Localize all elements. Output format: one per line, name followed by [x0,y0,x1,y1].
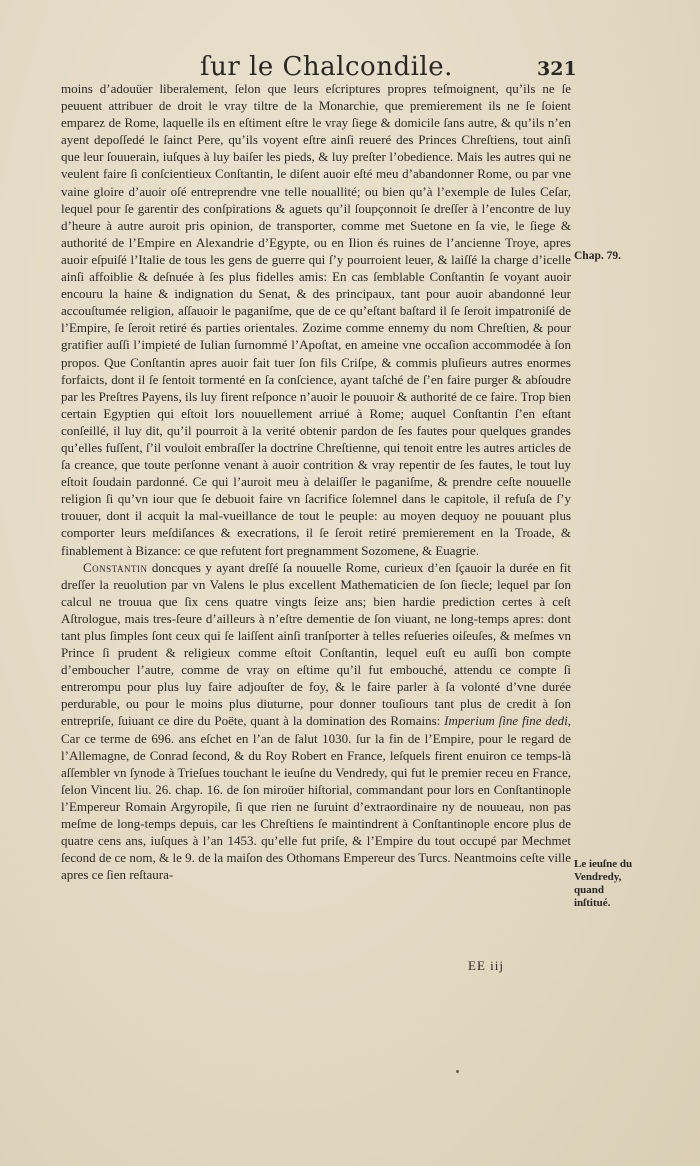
running-head: ſur le Chalcondile. [200,52,453,82]
paragraph-2-part-a: doncques y ayant dreſſé ſa nouuelle Rome, curieux d’en ſçauoir la durée en fit dreſſer la reuolution par vn Valens le plus excellent Mathematicien de ſon ſiecle; lequel par ſon calcul ne trouua que ſix cens quatre vingts ſeize ans; bien hardie prediction certes à ceſt Aſtrologue, mais tres-ſeure d’ailleurs à n’eſtre dementie de ſon viuant, ne long-temps apres: dont tant plus ſimples ſont ceux qui ſe laiſſent ainſi tranſporter à telles reſueries oiſeuſes, & meſmes vn Prince ſi prudent & religieux comme eſtoit Conſtantin, lequel euſt eu auſſi bon compte d’emboucher l’autre, comme de vray on eſtime qu’il fut embouché, attendu ce compte ſi entrerompu pour plus luy faire adjouſter de foy, & le faire parler à ſa volonté d’vne durée perdurable, ou pour le moins plus diuturne, pour donner touſiours tant plus de credit à ſon entrepriſe, ſuiuant ce dire du Poëte, quant à la domination des Romains: [61,559,571,729]
paragraph-2 [61,559,571,884]
signature-mark: EE iij [468,958,504,973]
paragraph-2-part-b: Car ce terme de 696. ans eſchet en l’an de ſalut 1030. ſur la fin de l’Empire, pour le regard de l’Allemagne, de Conrad ſecond, & du Roy Robert en France, leſquels firent enuiron ce temps-là aſſembler vn ſynode à Trieſues touchant le ieuſne du Vendredy, qui fut le premier receu en France, ſelon Vincent liu. 26. chap. 16. de ſon miroüer hiſtorial, commandant pour lors en Conſtantinople l’Empereur Romain Argyropile, ſi que rien ne ſuruint d’extraordinaire ny de nouueau, non pas meſme de long-temps depuis, car les Chreſtiens ſe maintindrent à Conſtantinople encore plus de quatre cens ans, iuſques à l’an 1453. qu’elle fut priſe, & l’Empire du tout occupé par Mechmet ſecond de ce nom, & le 9. de la maiſon des Othomans Empereur des Turcs. Neantmoins ceſte ville apres ce ſien reſtaura- [61,730,571,883]
margin-note: Le ieuſne du Vendredy, quand inſtitué. [574,858,633,909]
margin-chapter-reference: Chap. 79. [574,250,621,262]
body-text [61,80,571,883]
paragraph-2-lead: Constantin [83,559,148,575]
ink-speck [456,1070,459,1073]
latin-quotation: Imperium ſine fine dedi, [444,713,571,729]
page-number: 321 [537,58,577,80]
paragraph-1: moins d’adouüer liberalement, ſelon que leurs eſcriptures propres teſmoignent, qu’ils ne ſe peuuent attribuer de droit le vray tiltre de la Monarchie, que premierement ils ne ſe ſoient emparez de Rome, laquelle ils en eſtiment eſtre le vray ſiege & domicile ſans autre, & qu’ils n’en ayent depoſſedé le ſainct Pere, qu’ils voyent eſtre ainſi reueré des Princes Chreſtiens, tout ainſi que leur ſouuerain, iuſques à luy baiſer les pieds, & luy preſter l’obedience. Mais les autres qui ne veulent faire ſi conſcientieux Conſtantin, le diſent auoir eſté meu d’abandonner Rome, ou par vne vaine gloire d’auoir oſé entreprendre vne telle nouallité; ou bien qu’à l’exemple de Iules Ceſar, lequel pour ſe garentir des conſpirations & aguets qu’il ſoupçonnoit ſe dreſſer à l’encontre de luy d’heure à autre auroit pris opinion, de transporter, comme met Suetone en ſa vie, le ſiege & authorité de l’Empire en Alexandrie d’Egypte, ou en Ilion és ruines de l’ancienne Troye, apres auoir eſpuiſé l’Italie de tous les gens de guerre qui ſ’y pourroient leuer, & laiſſé la charge d’icelle ainſi affoiblie & deſnuée à ſes plus fidelles amis: En cas ſemblable Conſtantin ſe voyant auoir encouru la haine & indignation du Senat, & des principaux, tant pour auoir abandonné leur accouſtumée religion, aſſauoir le paganiſme, que de ce qu’eſtant baſtard il ſe ſeroit impatroniſé de l’Empire, ſe ſeroit retiré és parties orientales. Zozime comme ennemy du nom Chreſtien, & pour gratifier auſſi l’impieté de Iulian ſurnommé l’Apoſtat, en ameine vne occaſion accommodée à ſon propos. Que Conſtantin apres auoir fait tuer ſon fils Criſpe, & commis pluſieurs autres enormes forfaicts, dont il ſe ſentoit tormenté en ſa conſcience, ayant taſché de ſ’en faire purger & abſoudre par les Preſtres Payens, ils luy firent reſponce n’auoir le pouuoir & authorité de ce faire. Trop bien certain Egyptien qui eſtoit lors nouuellement arriué à Rome; auquel Conſtantin ſ’en eſtant conſeillé, il luy dit, qu’il pourroit à la verité obtenir pardon de ſes fautes pour quelques grandes qu’elles fuſſent, ſ’il vouloit embraſſer la doctrine Chreſtienne, qui tenoit entre les autres articles de ſa creance, que toute perſonne venant à auoir contrition & vray repentir de ſes fautes, le tout luy eſtoit ſoudain pardonné. Ce qui l’auroit meu à delaiſſer le paganiſme, & prendre ceſte nouuelle religion ſi qu’vn iour que ſe debuoit faire vn ſacrifice ſolemnel dans le capitole, il refuſa de ſ’y trouuer, dont il acquit la mal-vueillance de tout le peuple: au moyen dequoy ne pouuant plus comporter leurs meſdiſances & execrations, il ſe ſeroit retiré premierement en la Troade, & finablement à Bizance: ce que refutent fort pregnamment Sozomene, & Euagrie. [61,81,571,558]
